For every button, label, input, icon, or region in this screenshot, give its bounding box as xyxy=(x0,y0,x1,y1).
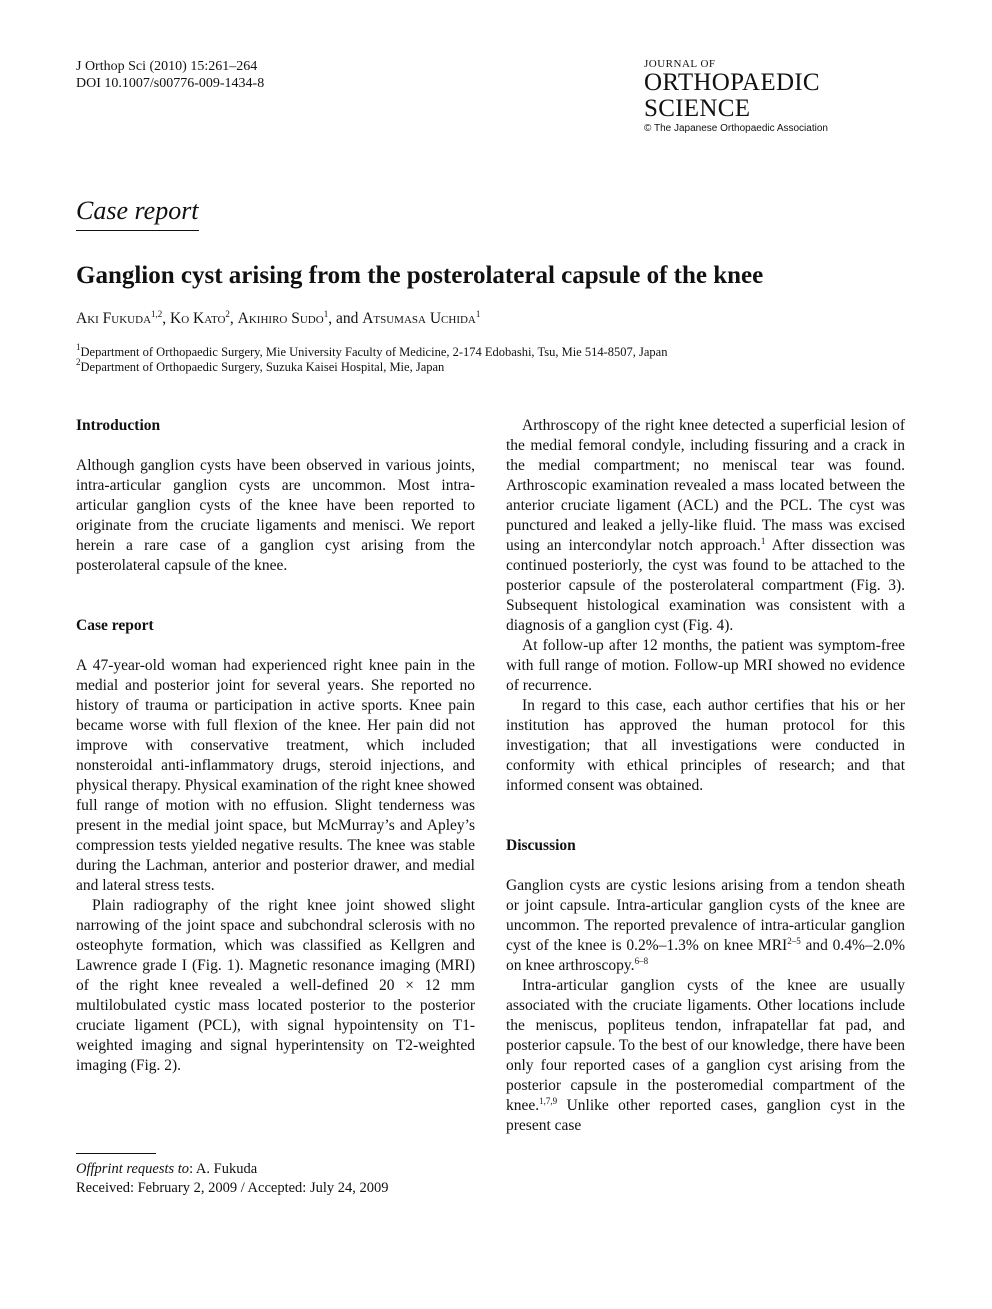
article-title: Ganglion cyst arising from the posterolateral capsule of the knee xyxy=(76,262,764,289)
paragraph-text: Unlike other reported cases, ganglion cyst in the present case xyxy=(506,1097,905,1134)
author-separator: , xyxy=(162,310,171,327)
affiliation-text: Department of Orthopaedic Surgery, Mie University Faculty of Medicine, 2-174 Edobashi, Tsu, Mie 514-8507, Japan xyxy=(80,345,668,359)
affiliation xyxy=(76,342,668,360)
reference-sup: 1,7,9 xyxy=(539,1096,558,1106)
paragraph-text: Ganglion cysts are cystic lesions arising from a tendon sheath or joint capsule. Intra-articular ganglion cysts of the knee are uncommon. The reported prevalence of intra-articular ganglion cyst of the knee is 0.2%–1.3% on knee MRI xyxy=(506,877,905,954)
section-heading-discussion: Discussion xyxy=(506,837,576,854)
paragraph-text: After dissection was continued posteriorly, the cyst was found to be attached to the posterior capsule of the posterolateral compartment (Fig. 3). Subsequent histological examination was consistent with a diagnosis of a ganglion cyst (Fig. 4). xyxy=(506,537,905,634)
journal-copyright: © The Japanese Orthopaedic Association xyxy=(644,123,828,134)
journal-name: ORTHOPAEDIC SCIENCE xyxy=(644,69,820,122)
section-heading-introduction: Introduction xyxy=(76,417,161,434)
author-separator: , xyxy=(229,310,238,327)
offprint-line xyxy=(76,1160,389,1179)
author-name: Akihiro Sudo xyxy=(237,310,324,327)
paragraph: Plain radiography of the right knee joint showed slight narrowing of the joint space and subchondral sclerosis with no osteophyte formation, which was classified as Kellgren and Lawrence grade I (Fig. 1). Magnetic resonance imaging (MRI) of the right knee revealed a well-defined 20 × 12 mm multilobulated cystic mass located posterior to the posterior cruciate ligament (PCL), with signal hypointensity on T1-weighted imaging and signal hyperintensity on T2-weighted imaging (Fig. 2). xyxy=(76,897,475,1074)
citation-line: J Orthop Sci (2010) 15:261–264 xyxy=(76,59,258,74)
paragraph xyxy=(506,876,905,976)
footnote-divider xyxy=(76,1153,156,1154)
affiliation-number: 2 xyxy=(76,357,81,367)
doi-line: DOI 10.1007/s00776-009-1434-8 xyxy=(76,76,265,91)
author-name: Ko Kato xyxy=(170,310,226,327)
author-separator: , and xyxy=(328,310,363,327)
paragraph-text: Intra-articular ganglion cysts of the knee are usually associated with the cruciate ligaments. Other locations include the meniscus, popliteus tendon, infrapatellar fat pad, and posterior capsule. To the best of our knowledge, there have been only four reported cases of a ganglion cyst arising from the posterior capsule in the posteromedial compartment of the knee. xyxy=(506,977,905,1114)
affiliation-text: Department of Orthopaedic Surgery, Suzuka Kaisei Hospital, Mie, Japan xyxy=(80,360,445,374)
offprint-label: Offprint requests to xyxy=(76,1161,190,1177)
section-heading-case-report: Case report xyxy=(76,617,154,634)
paragraph xyxy=(506,416,905,636)
author-affiliation-sup: 1 xyxy=(323,309,329,319)
citation-block xyxy=(76,58,264,92)
paragraph-text: and 0.4%–2.0% on knee arthroscopy. xyxy=(506,937,906,974)
paragraph: In regard to this case, each author certifies that his or her institution has approved the human protocol for this investigation; that all investigations were conducted in conformity with ethical principles of research; and that informed consent was obtained. xyxy=(506,697,905,794)
received-line: Received: February 2, 2009 / Accepted: July 24, 2009 xyxy=(76,1180,389,1196)
affiliation xyxy=(76,357,445,375)
paragraph: A 47-year-old woman had experienced right knee pain in the medial and posterior joint for several years. She reported no history of trauma or participation in active sports. Knee pain became worse with full flexion of the knee. Her pain did not improve with conservative treatment, which included nonsteroidal anti-inflammatory drugs, steroid injections, and physical therapy. Physical examination of the right knee showed full range of motion with no effusion. Slight tenderness was present in the medial joint space, but McMurray’s and Apley’s compression tests yielded negative results. The knee was stable during the Lachman, anterior and posterior drawer, and medial and lateral stress tests. xyxy=(76,657,475,894)
author-name: Atsumasa Uchida xyxy=(362,310,476,327)
paragraph: At follow-up after 12 months, the patient was symptom-free with full range of motion. Follow-up MRI showed no evidence of recurrence. xyxy=(506,637,905,694)
right-column xyxy=(506,416,905,1136)
author-list xyxy=(76,310,480,328)
offprint-name: : A. Fukuda xyxy=(189,1161,258,1177)
article-type: Case report xyxy=(76,196,199,231)
author-affiliation-sup: 1 xyxy=(475,309,481,319)
journal-logo xyxy=(644,58,906,135)
author-affiliation-sup: 2 xyxy=(225,309,230,319)
reference-sup: 2–5 xyxy=(787,936,801,946)
paragraph xyxy=(506,976,905,1136)
footnotes xyxy=(76,1160,389,1198)
affiliation-number: 1 xyxy=(76,342,81,352)
reference-sup: 1 xyxy=(760,536,766,546)
journal-small-label: JOURNAL OF xyxy=(644,58,716,70)
author-name: Aki Fukuda xyxy=(76,310,152,327)
left-column xyxy=(76,416,475,1076)
paragraph-text: Arthroscopy of the right knee detected a superficial lesion of the medial femoral condyle, including fissuring and a crack in the medial compartment; no meniscal tear was found. Arthroscopic examination revealed a mass located between the anterior cruciate ligament (ACL) and the PCL. The cyst was punctured and leaked a jelly-like fluid. The mass was excised using an intercondylar notch approach. xyxy=(506,417,905,554)
reference-sup: 6–8 xyxy=(634,956,649,966)
paragraph: Although ganglion cysts have been observed in various joints, intra-articular ganglion cysts are uncommon. Most intra-articular ganglion cysts of the knee have been reported to originate from the cruciate ligaments and menisci. We report herein a rare case of a ganglion cyst arising from the posterolateral capsule of the knee. xyxy=(76,457,475,574)
author-affiliation-sup: 1,2 xyxy=(151,309,163,319)
